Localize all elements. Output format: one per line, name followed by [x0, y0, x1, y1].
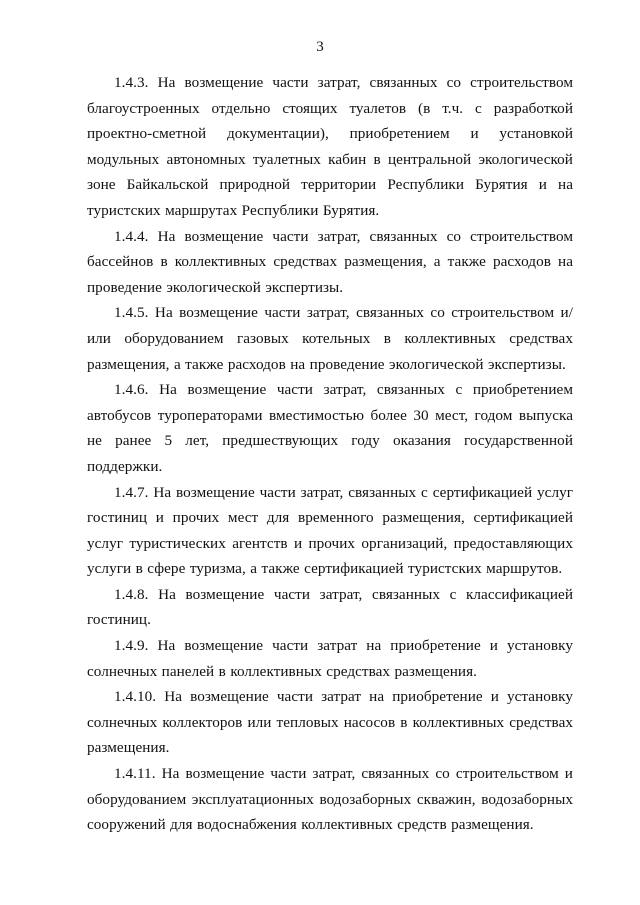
paragraph-number: 1.4.6. [114, 381, 149, 399]
paragraph-1-4-10 [87, 684, 573, 761]
paragraph-number: 1.4.3. [114, 74, 149, 91]
paragraph-text: На возмещение части затрат, связанных со строительством бассейнов в коллективных средствах размещения, а также расходов на проведение экологической экспертизы. [87, 227, 573, 296]
paragraph-1-4-5 [87, 300, 573, 377]
paragraph-1-4-8 [87, 582, 573, 633]
paragraph-text: На возмещение части затрат, связанных с классификацией гостиниц. [87, 585, 573, 629]
paragraph-text: На возмещение части затрат, связанных со строительством и оборудованием эксплуатационных водозаборных скважин, водозаборных сооружений для водоснабжения коллективных средств размещения. [87, 765, 573, 834]
paragraph-number: 1.4.10. [114, 688, 157, 706]
paragraph-text: На возмещение части затрат на приобретение и установку солнечных панелей в коллективных средствах размещения. [87, 637, 573, 680]
paragraph-number: 1.4.4. [114, 227, 149, 245]
paragraph-1-4-7 [87, 480, 573, 582]
paragraph-text: На возмещение части затрат, связанных со строительством и/или оборудованием газовых котельных в коллективных средствах размещения, а также расходов на проведение экологической экспертизы. [87, 304, 573, 373]
paragraph-1-4-4 [87, 224, 573, 301]
paragraph-number: 1.4.8. [114, 585, 149, 603]
paragraph-1-4-11 [87, 761, 573, 838]
paragraph-number: 1.4.5. [114, 304, 149, 322]
paragraph-text: На возмещение части затрат на приобретение и установку солнечных коллекторов или тепловых насосов в коллективных средствах размещения. [87, 688, 573, 757]
paragraph-1-4-3 [87, 70, 573, 224]
paragraph-text: На возмещение части затрат, связанных с приобретением автобусов туроператорами вместимостью более 30 мест, годом выпуска не ранее 5 лет, предшествующих году оказания государственной поддержки. [87, 381, 573, 475]
document-body [87, 70, 573, 838]
paragraph-text: На возмещение части затрат, связанных с сертификацией услуг гостиниц и прочих мест для временного размещения, сертификацией услуг туристических агентств и прочих организаций, предоставляющих услуги в сфере туризма, а также сертификацией туристских маршрутов. [87, 483, 573, 578]
page-number: 3 [316, 39, 324, 55]
paragraph-text: На возмещение части затрат, связанных со строительством благоустроенных отдельно стоящих туалетов (в т.ч. с разработкой проектно-сметной документации), приобретением и установкой модульных автономных туалетных кабин в центральной экологической зоне Байкальской природной территории Республики Бурятия и на туристских маршрутах Республики Бурятия. [87, 74, 573, 219]
paragraph-number: 1.4.7. [114, 483, 149, 501]
paragraph-1-4-9 [87, 633, 573, 684]
paragraph-number: 1.4.11. [114, 765, 156, 783]
paragraph-1-4-6 [87, 377, 573, 479]
paragraph-number: 1.4.9. [114, 637, 149, 655]
